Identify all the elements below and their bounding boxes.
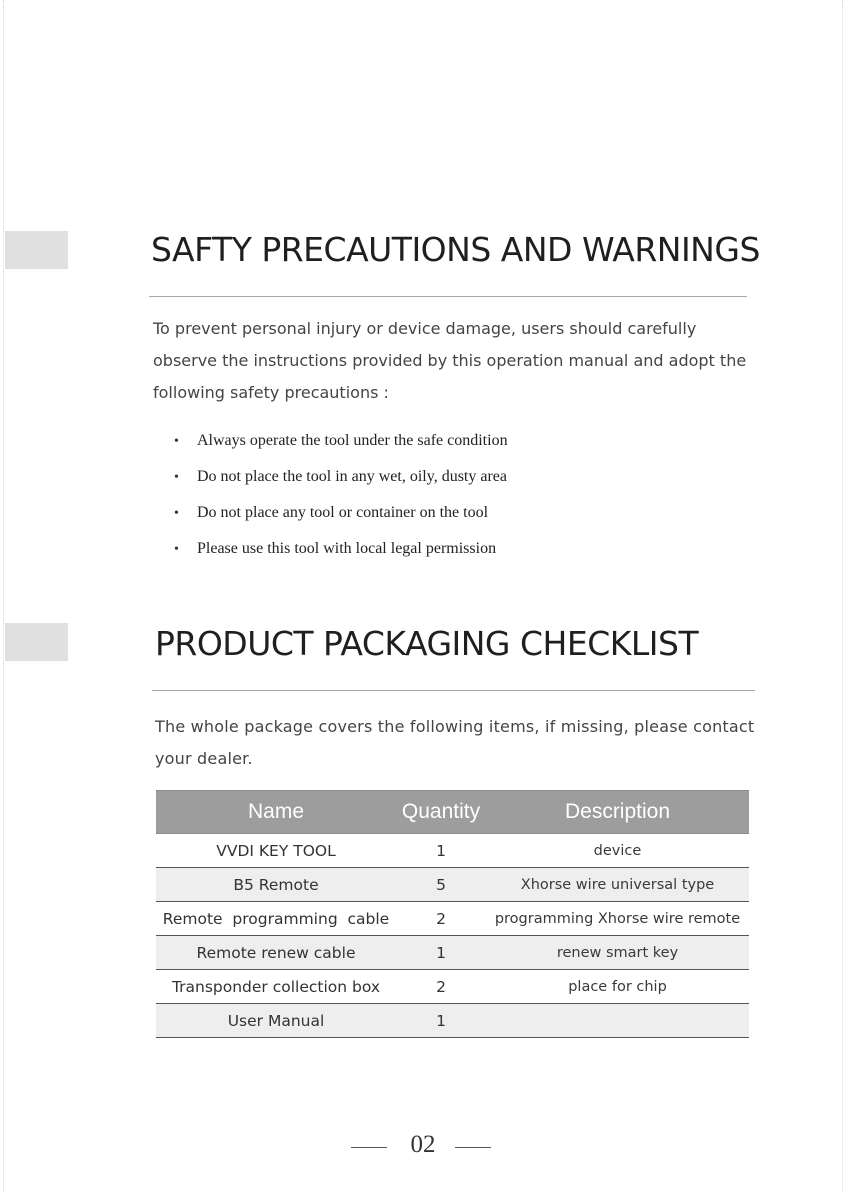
list-item	[174, 459, 508, 495]
list-item	[174, 531, 508, 567]
packaging-intro-paragraph: The whole package covers the following items, if missing, please contact your dealer.	[155, 717, 755, 768]
cell-quantity: 1	[396, 936, 486, 970]
cell-name: B5 Remote	[156, 868, 396, 902]
column-header-description: Description	[486, 791, 749, 834]
list-item-text: Always operate the tool under the safe condition	[197, 432, 508, 449]
cell-description: device	[486, 834, 749, 868]
table-row	[156, 970, 749, 1004]
cell-description	[486, 1004, 749, 1038]
safety-section-title: SAFTY PRECAUTIONS AND WARNINGS	[151, 230, 760, 269]
page-number: 02	[410, 1131, 436, 1158]
cell-description: Xhorse wire universal type	[486, 868, 749, 902]
bullet-icon: •	[174, 434, 179, 449]
list-item-text: Do not place the tool in any wet, oily, dusty area	[197, 468, 507, 485]
section-tab-marker-safety	[5, 231, 68, 269]
page-edge-left	[3, 0, 4, 1192]
table-header-row	[156, 791, 749, 834]
cell-quantity: 2	[396, 902, 486, 936]
bullet-icon: •	[174, 470, 179, 485]
list-item	[174, 423, 508, 459]
bullet-icon: •	[174, 542, 179, 557]
table-row	[156, 902, 749, 936]
cell-name: User Manual	[156, 1004, 396, 1038]
cell-description: programming Xhorse wire remote	[486, 902, 749, 936]
safety-precautions-list	[174, 423, 508, 567]
packaging-checklist-table	[156, 790, 749, 1038]
packaging-section-title: PRODUCT PACKAGING CHECKLIST	[155, 624, 699, 663]
table-row	[156, 834, 749, 868]
list-item-text: Do not place any tool or container on the tool	[197, 504, 489, 521]
section-tab-marker-packaging	[5, 623, 68, 661]
safety-intro-paragraph: To prevent personal injury or device damage, users should carefully observe the instructions provided by this operation manual and adopt the following safety precautions :	[153, 319, 747, 402]
cell-quantity: 5	[396, 868, 486, 902]
safety-title-divider	[149, 296, 747, 297]
footer-line-right	[455, 1147, 491, 1148]
column-header-quantity: Quantity	[396, 791, 486, 834]
cell-description: place for chip	[486, 970, 749, 1004]
cell-name: Transponder collection box	[156, 970, 396, 1004]
cell-name: Remote programming cable	[156, 902, 396, 936]
cell-name: Remote renew cable	[156, 936, 396, 970]
cell-quantity: 1	[396, 1004, 486, 1038]
cell-quantity: 1	[396, 834, 486, 868]
column-header-name: Name	[156, 791, 396, 834]
cell-name: VVDI KEY TOOL	[156, 834, 396, 868]
list-item	[174, 495, 508, 531]
footer-line-left	[351, 1147, 387, 1148]
cell-description: renew smart key	[486, 936, 749, 970]
list-item-text: Please use this tool with local legal permission	[197, 540, 497, 557]
cell-quantity: 2	[396, 970, 486, 1004]
table-row	[156, 1004, 749, 1038]
table-row	[156, 868, 749, 902]
page-edge-right	[842, 0, 843, 1192]
table-row	[156, 936, 749, 970]
bullet-icon: •	[174, 506, 179, 521]
packaging-title-divider	[152, 690, 755, 691]
